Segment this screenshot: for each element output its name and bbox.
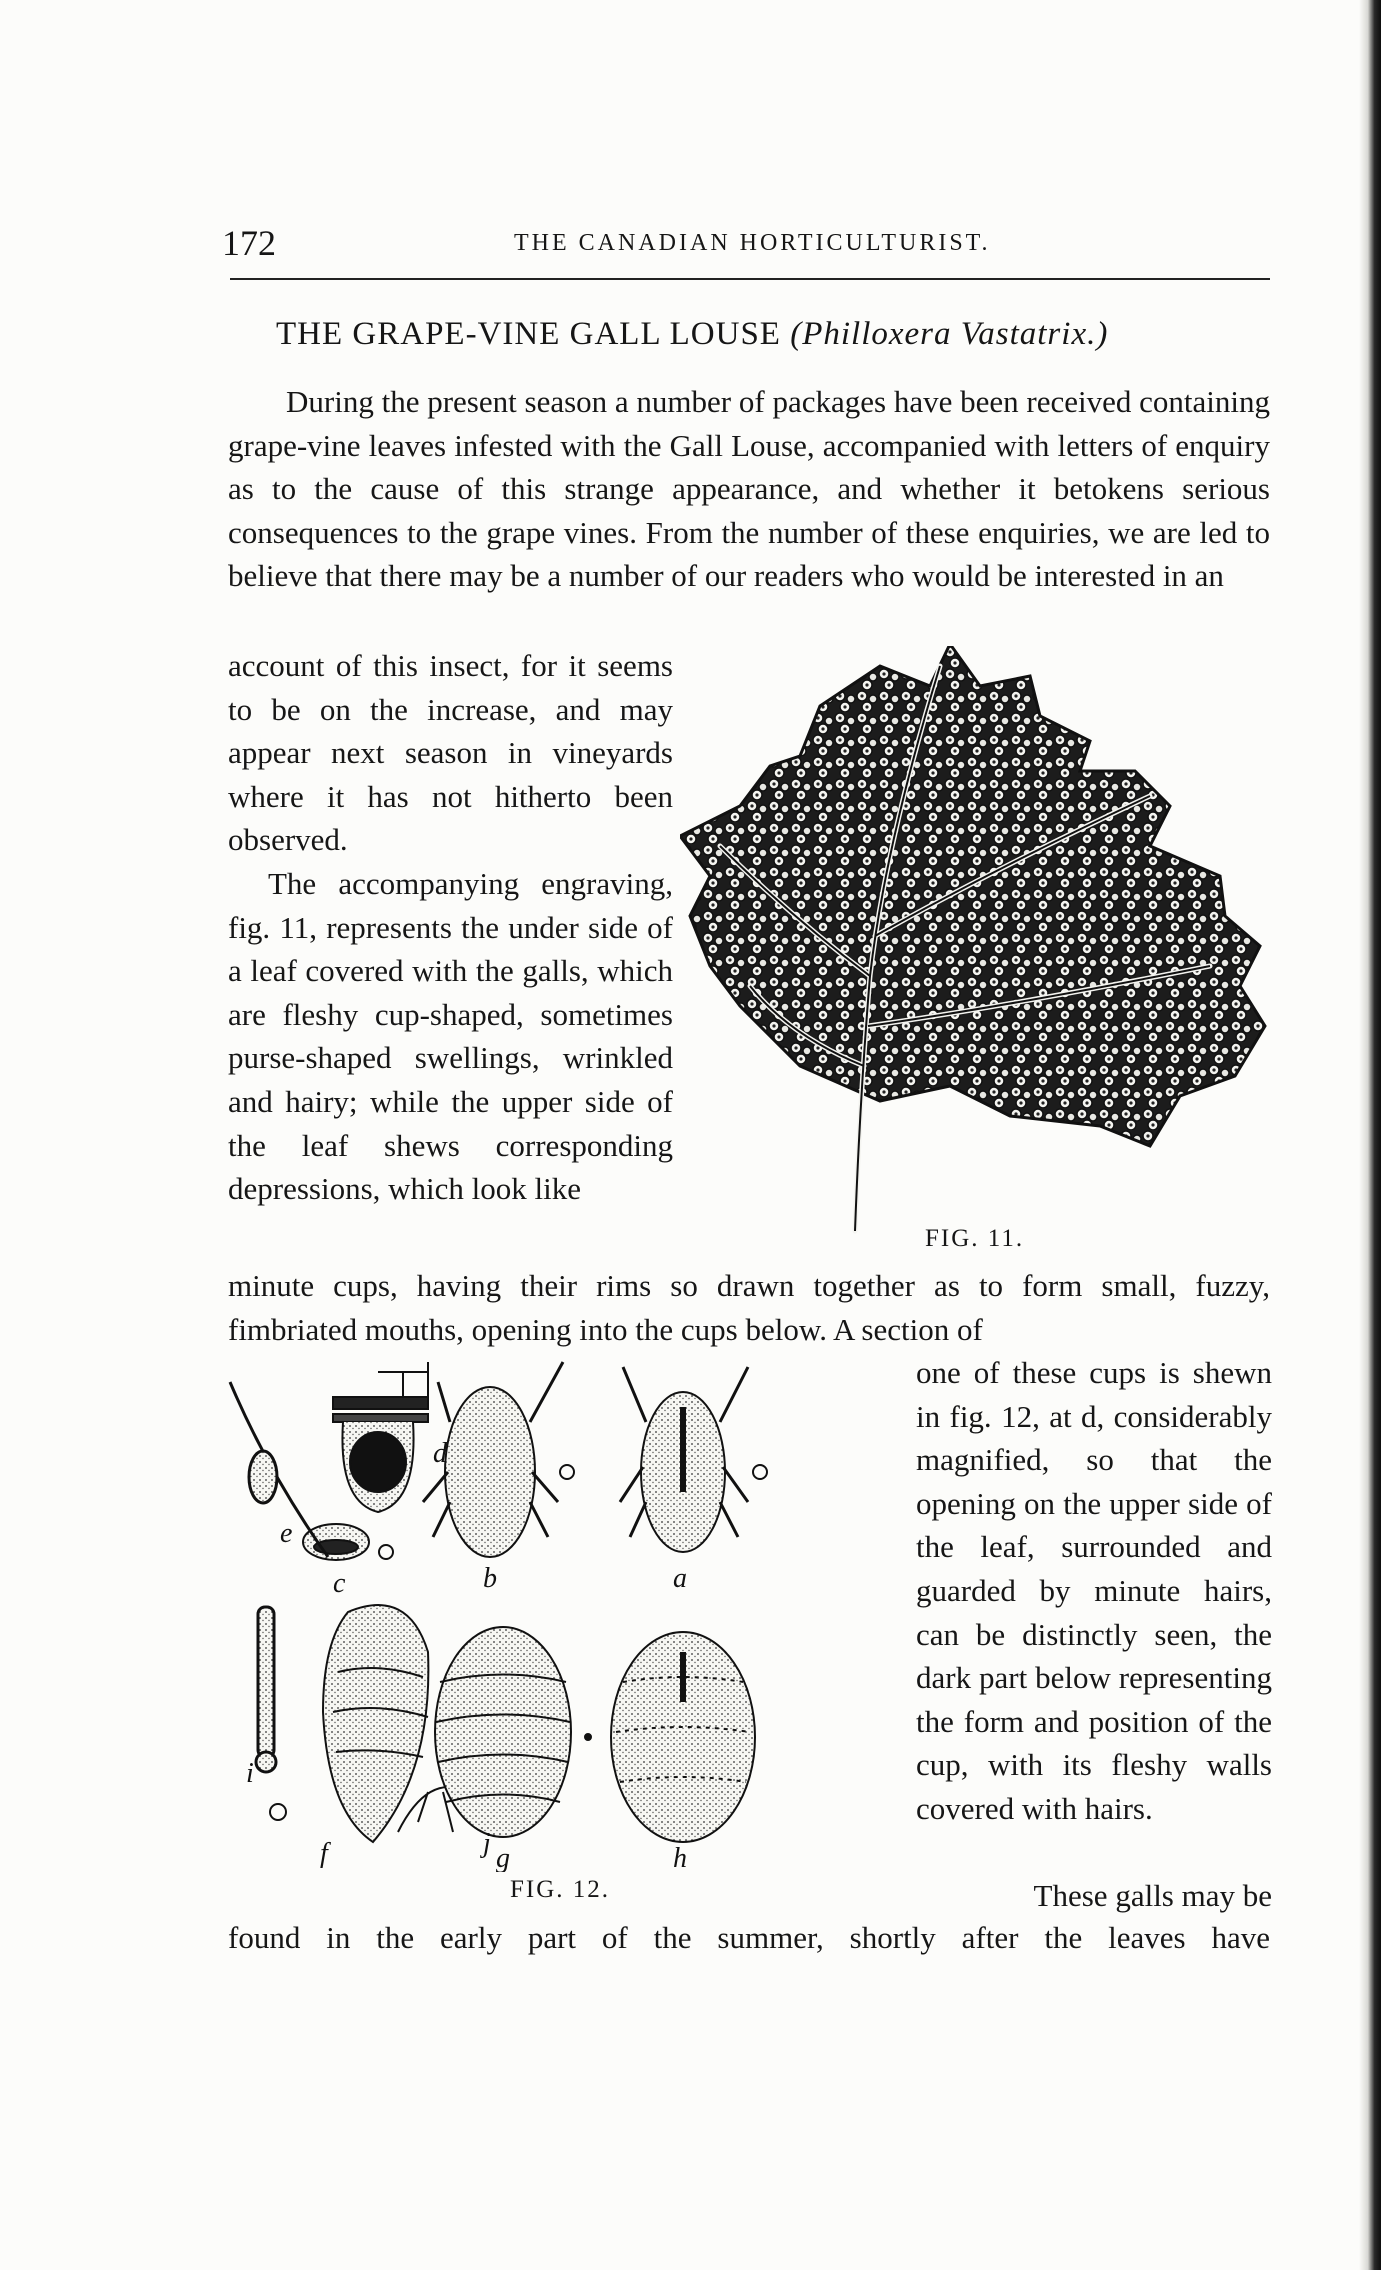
title-main: THE GRAPE-VINE GALL LOUSE <box>276 316 791 352</box>
fig12-label-i: i <box>246 1758 254 1789</box>
root-i <box>256 1607 276 1772</box>
fig12-label-c: c <box>333 1568 346 1599</box>
paragraph-engraving: The accompanying engraving, fig. 11, represents the under side of a leaf covered with the galls, which are fleshy cup-shaped, sometimes purse-shaped swellings, wrinkled and hairy; while the upper side of the leaf shews corresponding depressions, which look like <box>228 865 673 1207</box>
insect-g <box>435 1627 571 1837</box>
fig12-label-a: a <box>673 1563 687 1594</box>
running-head: THE CANADIAN HORTICULTURIST. <box>514 230 991 256</box>
leaf-section-d <box>333 1362 428 1512</box>
page-number: 172 <box>222 223 276 263</box>
fig12-label-b: b <box>483 1563 497 1594</box>
leaf-blade <box>680 646 1265 1146</box>
gall-f <box>270 1605 428 1842</box>
insect-h <box>585 1632 755 1842</box>
fig12-label-h: h <box>673 1843 687 1872</box>
paragraph-intro <box>228 380 1270 598</box>
figure-11-caption: FIG. 11. <box>925 1225 1025 1252</box>
fig12-label-j: j <box>483 1828 491 1859</box>
fig12-label-d: d <box>433 1438 447 1469</box>
page-header <box>222 222 1272 266</box>
paragraph-galls-start: These galls may be <box>1033 1878 1272 1913</box>
left-column <box>228 644 673 1211</box>
right-column-section <box>916 1351 1272 1831</box>
insect-a <box>620 1367 767 1552</box>
fig12-label-g: g <box>496 1843 510 1872</box>
paragraph-account: account of this insect, for it seems to be on the increase, and may appear next season in vineyards where it has not hitherto been observed. <box>228 648 673 858</box>
figure-11-leaf-illustration <box>680 646 1270 1241</box>
page-binding-edge <box>1359 0 1381 2270</box>
article-title <box>276 316 1108 353</box>
figure-12-caption: FIG. 12. <box>510 1876 611 1903</box>
paragraph-section-of-cup: one of these cups is shewn in fig. 12, at d, considerably magnified, so that the opening on the upper side of the leaf, surrounded and guarded by minute hairs, can be distinctly seen, the dark part below representing the form and position of the cup, with its fleshy walls covered with hairs. <box>916 1355 1272 1826</box>
fig12-label-f: f <box>320 1838 328 1869</box>
figure-12-insect-illustration <box>228 1352 913 1872</box>
paragraph-summer: found in the early part of the summer, shortly after the leaves have <box>228 1920 1270 1955</box>
header-rule <box>230 278 1270 280</box>
paragraph-intro-text: During the present season a number of packages have been received containing grape-vine leaves infested with the Gall Louse, accompanied with letters of enquiry as to the cause of this strange appearance, and whether it betokens serious consequences to the grape vines. From the number of these enquiries, we are led to believe that there may be a number of our readers who would be interested in an <box>228 384 1270 594</box>
paragraph-minute-cups: minute cups, having their rims so drawn together as to form small, fuzzy, fimbriated mouths, opening into the cups below. A section of <box>228 1268 1270 1347</box>
title-latin: (Philloxera Vastatrix.) <box>790 316 1109 352</box>
fig12-label-e: e <box>280 1518 293 1549</box>
